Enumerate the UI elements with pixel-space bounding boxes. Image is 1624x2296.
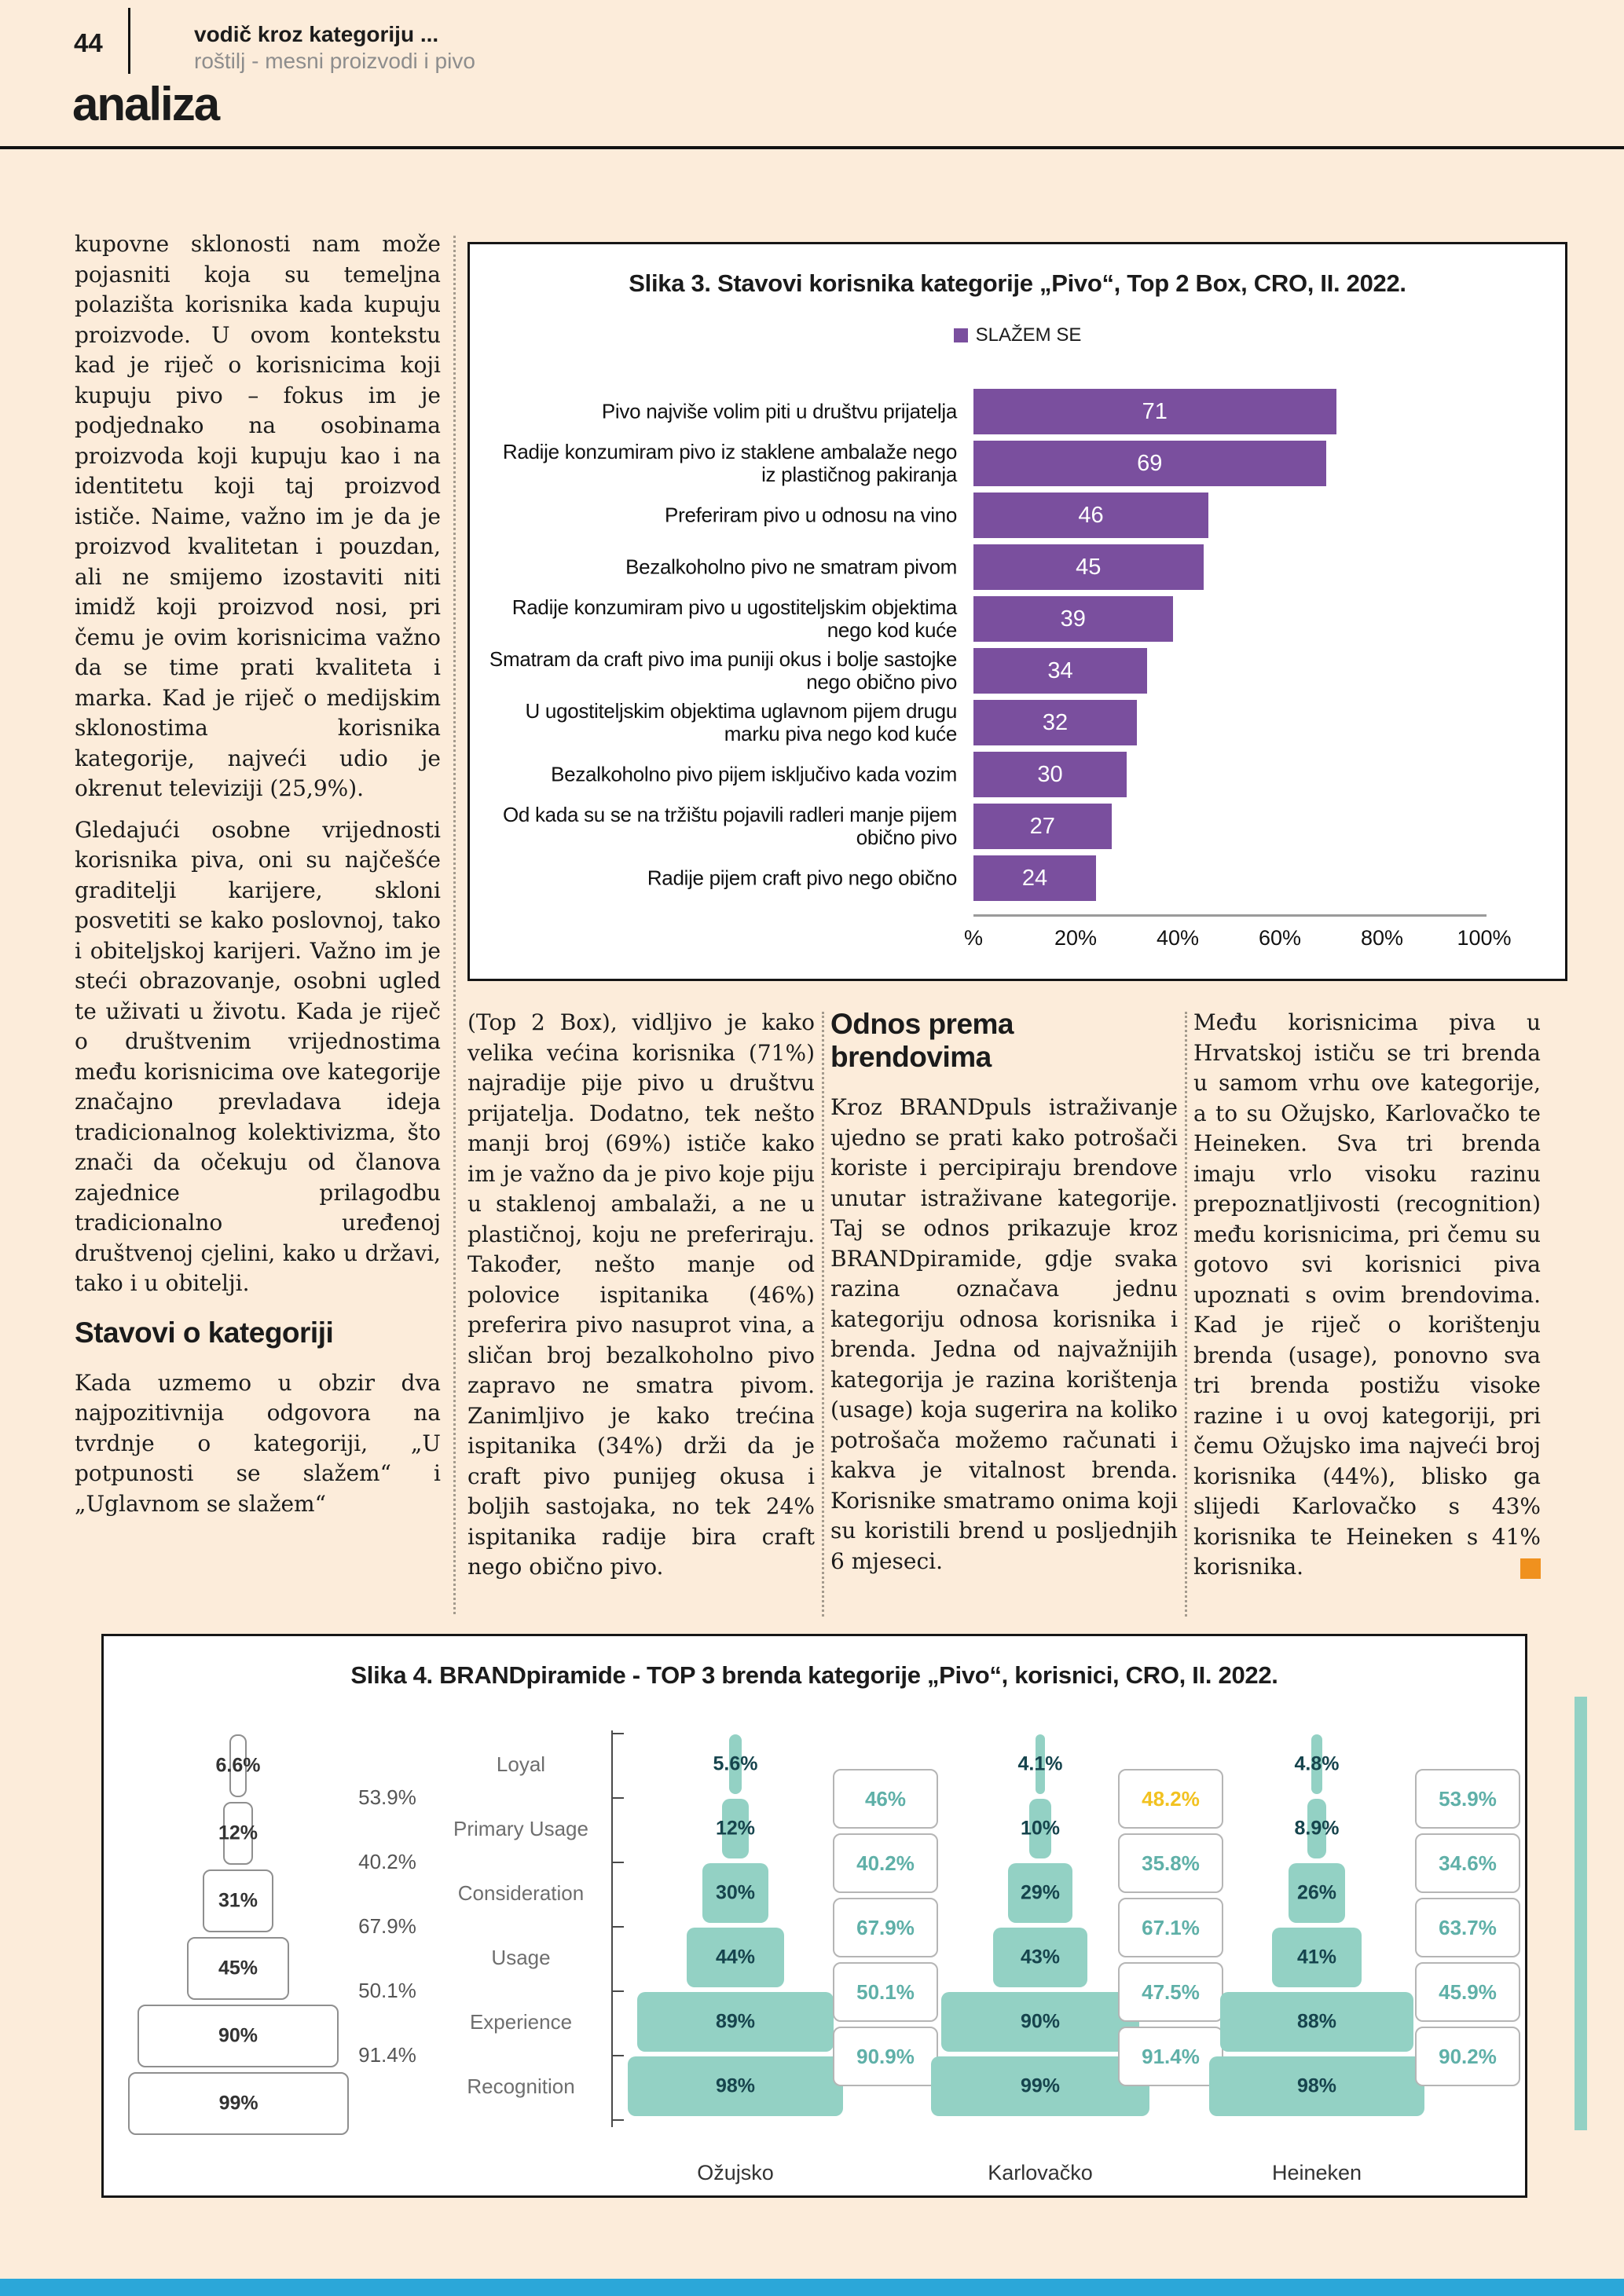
top-rule [0, 146, 1624, 149]
conversion-box: 46% [833, 1769, 938, 1829]
bar [973, 596, 1173, 642]
brand-label-heineken: Heineken [1271, 2161, 1362, 2184]
pyramid-level [1008, 1863, 1072, 1923]
pyramid-level-value: 89% [715, 2010, 756, 2033]
header-divider [128, 8, 130, 74]
pyramid-level [1294, 1799, 1340, 1858]
conversion-box: 50.1% [833, 1962, 938, 2022]
pyramid-level [1209, 2056, 1424, 2116]
x-axis-tick-label: % [963, 926, 984, 950]
category-conversion-value: 50.1% [358, 1979, 416, 2002]
pyramid-level-value: 90% [218, 2024, 258, 2047]
bar-value-label: 71 [1142, 399, 1168, 424]
x-axis-tick-label: 60% [1258, 926, 1302, 950]
figure3-legend [470, 324, 1565, 346]
figure3-chart [467, 242, 1567, 981]
bar [973, 752, 1127, 797]
pyramid-level-value: 26% [1296, 1881, 1337, 1904]
column-separator [1185, 1012, 1187, 1617]
conversion-column-heineken [1415, 1769, 1520, 2091]
pyramid-level-value: 8.9% [1294, 1817, 1340, 1840]
pyramid-level [215, 1734, 261, 1797]
conversion-box: 67.9% [833, 1898, 938, 1957]
category-conversion-value: 91.4% [358, 2043, 416, 2067]
pyramid-ozujsko [625, 1734, 845, 2121]
conversion-box: 90.2% [1415, 2027, 1520, 2086]
paragraph-text: Među korisnicima piva u Hrvatskoj ističu se tri brenda u samom vrhu ove kategorije, a to su Ožujsko, Karlovačko te Heineken. Sva tri brenda imaju vrlo visoku razinu prepoznatljivosti (recognition) među korisnicima, pri čemu su gotovo svi korisnici piva upoznati s ovim brendovima. Kad je riječ o korištenju brenda (usage), ponovno sva tri brenda postižu visoke razine i u ovoj kategoriji, pri čemu Ožujsko ima najveći broj korisnika (44%), blisko ga slijedi Karlovačko s 43% korisnika te Heineken s 41% korisnika. [1193, 1009, 1541, 1580]
subheading-odnos-prema-brendovima: Odnos prema brendovima [830, 1008, 1014, 1073]
figure4-brand-pyramids [101, 1634, 1527, 2198]
conversion-box: 47.5% [1118, 1962, 1223, 2022]
bar-value-label: 69 [1137, 451, 1163, 476]
bar-row [470, 852, 1565, 904]
pyramid-level [1017, 1734, 1063, 1794]
bar-value-label: 27 [1029, 814, 1055, 839]
pyramid-axis-tick [611, 1926, 624, 1928]
pyramid-level-value: 41% [1296, 1946, 1337, 1968]
paragraph: Gledajući osobne vrijednosti korisnika piva, oni su najčešće graditelji karijere, skloni posvetiti se kako poslovnoj, tako i obiteljskoj karijeri. Važno im je steći obrazovanje, osobni ugled te uživati u životu. Kada je riječ o društvenim vrijednostima među korisnicima ove kategorije značajno prevladava ideja tradicionalnog kolektivizma, što znači da očekuju od članova zajednice prilagodbu tradicionalno uređenoj društvenoj cjelini, kako u državi, tako i u obitelji. [75, 816, 441, 1296]
pyramid-axis-tick [611, 1862, 624, 1863]
article-end-mark [1520, 1558, 1541, 1579]
bar-category-label: Radije konzumiram pivo u ugostiteljskim objektima nego kod kuće [511, 595, 957, 642]
pyramid-karlovacko [930, 1734, 1150, 2121]
pyramid-axis-tick [611, 1990, 624, 1992]
conversion-box: 90.9% [833, 2027, 938, 2086]
conversion-box: 40.2% [833, 1833, 938, 1893]
bar-value-label: 39 [1060, 606, 1086, 632]
bar [973, 441, 1326, 486]
pyramid-level-value: 6.6% [215, 1754, 261, 1777]
pyramid-category [128, 1734, 348, 2140]
pyramid-level [941, 1992, 1139, 2052]
pyramid-level [1020, 1799, 1061, 1858]
bar-value-label: 24 [1021, 866, 1048, 891]
kicker-subtitle: roštilj - mesni proizvodi i pivo [194, 49, 475, 73]
bar-value-label: 32 [1042, 710, 1069, 735]
pyramid-level [993, 1928, 1087, 1987]
article-column-4 [1193, 1008, 1541, 1594]
bar-row [470, 593, 1565, 645]
x-axis-tick-label: 80% [1360, 926, 1404, 950]
pyramid-level [702, 1863, 768, 1923]
bar-value-label: 30 [1037, 762, 1063, 787]
conversion-box: 63.7% [1415, 1898, 1520, 1957]
page-edge-strip [1575, 1697, 1587, 2130]
bar [973, 493, 1208, 538]
pyramid-level [203, 1869, 274, 1932]
level-label-recognition: Recognition [467, 2074, 575, 2098]
pyramid-level [931, 2056, 1149, 2116]
level-label-loyal: Loyal [496, 1752, 546, 1776]
category-conversion-value: 40.2% [358, 1850, 416, 1873]
bar-category-label: Radije pijem craft pivo nego obično [647, 866, 957, 890]
pyramid-level-value: 88% [1296, 2010, 1337, 2033]
article-column-1 [75, 229, 441, 1530]
bar-category-label: U ugostiteljskim objektima uglavnom pijem drugu marku piva nego kod kuće [525, 699, 957, 745]
conversion-box: 67.1% [1118, 1898, 1223, 1957]
level-label-usage: Usage [491, 1946, 551, 1969]
pyramid-level-value: 98% [715, 2074, 756, 2097]
conversion-box: 45.9% [1415, 1962, 1520, 2022]
conversion-box: 34.6% [1415, 1833, 1520, 1893]
figure3-bars [470, 386, 1565, 904]
page-bottom-bar [0, 2279, 1624, 2296]
x-axis-tick-label: 40% [1156, 926, 1200, 950]
pyramid-heineken [1207, 1734, 1427, 2121]
pyramid-level [1272, 1928, 1362, 1987]
bar-row [470, 697, 1565, 749]
conversion-box: 35.8% [1118, 1833, 1223, 1893]
figure4-title: Slika 4. BRANDpiramide - TOP 3 brenda kategorije „Pivo“, korisnici, CRO, II. 2022. [350, 1661, 1278, 1689]
column-separator [822, 1012, 824, 1617]
pyramid-level-value: 31% [218, 1889, 258, 1912]
pyramid-level [687, 1928, 783, 1987]
bar-category-label: Bezalkoholno pivo ne smatram pivom [625, 555, 957, 579]
pyramid-level-value: 5.6% [713, 1752, 758, 1775]
pyramid-level-value: 99% [218, 2092, 258, 2115]
level-label-experience: Experience [469, 2010, 573, 2034]
pyramid-level [1294, 1734, 1340, 1794]
legend-swatch [954, 328, 968, 342]
bar-row [470, 749, 1565, 800]
pyramid-level-value: 4.1% [1017, 1752, 1063, 1775]
bar-value-label: 45 [1076, 555, 1102, 580]
x-axis-tick-label: 100% [1457, 926, 1512, 950]
page-number: 44 [74, 28, 103, 57]
pyramid-axis-tick [611, 1733, 624, 1734]
figure3-title: Slika 3. Stavovi korisnika kategorije „Pivo“, Top 2 Box, CRO, II. 2022. [629, 269, 1406, 297]
bar [973, 700, 1137, 745]
figure3-x-axis [973, 914, 1487, 917]
pyramid-level [218, 1802, 258, 1865]
conversion-box: 91.4% [1118, 2027, 1223, 2086]
pyramid-axis [611, 1730, 613, 2127]
brand-label-oujsko: Ožujsko [697, 2161, 774, 2184]
bar-category-label: Od kada su se na tržištu pojavili radleri manje pijem obično pivo [502, 803, 957, 849]
pyramid-level-value: 4.8% [1294, 1752, 1340, 1775]
bar-category-label: Radije konzumiram pivo iz staklene ambalaže nego iz plastičnog pakiranja [502, 440, 957, 486]
category-conversion-value: 53.9% [358, 1785, 416, 1809]
bar-category-label: Smatram da craft pivo ima puniji okus i bolje sastojke nego obično pivo [489, 647, 957, 694]
kicker-title: vodič kroz kategoriju ... [194, 22, 439, 46]
bar-value-label: 34 [1047, 658, 1073, 683]
conversion-box: 48.2% [1118, 1769, 1223, 1829]
article-column-2 [467, 1008, 815, 1594]
column-separator [453, 236, 456, 1614]
paragraph [1193, 1008, 1541, 1583]
paragraph: kupovne sklonosti nam može pojasniti koja su temeljna polazišta korisnika kada kupuju proizvode. U ovom kontekstu kad je riječ o korisnicima koji kupuju pivo – fokus im je podjednako na osobinama proizvoda koji kupuju kao i na identitetu koji taj proizvod ističe. Naime, važno im je da je proizvod kvalitetan i pouzdan, ali ne smijemo izostaviti niti imidž koji proizvod nosi, pri čemu je ovim korisnicima važno da se time prati kvaliteta i marka. Kad je riječ o medijskim sklonostima korisnika kategorije, najveći udio je okrenut televiziji (25,9%). [75, 231, 441, 801]
pyramid-level [1220, 1992, 1413, 2052]
brand-label-karlovako: Karlovačko [988, 2161, 1093, 2184]
section-title: analiza [72, 78, 219, 130]
pyramid-level [1289, 1863, 1346, 1923]
pyramid-axis-tick [611, 2055, 624, 2056]
pyramid-level-value: 30% [715, 1881, 756, 1904]
bar [973, 389, 1336, 434]
level-label-primary-usage: Primary Usage [453, 1817, 588, 1840]
bar-row [470, 800, 1565, 852]
bar [973, 544, 1204, 590]
bar-category-label: Bezalkoholno pivo pijem isključivo kada vozim [551, 762, 957, 786]
paragraph: Kroz BRANDpuls istraživanje ujedno se prati kako potrošači koriste i percipiraju brendove unutar istraživane kategorije. Taj se odnos prikazuje kroz BRANDpiramide, gdje svaka razina označava jednu kategoriju odnosa korisnika i brenda. Jedna od najvažnijih kategorija je razina korištenja (usage) koja sugerira na koliko potrošača možemo računati i kakva je vitalnost brenda. Korisnike smatramo onima koji su koristili brend u posljednjih 6 mjeseci. [830, 1094, 1178, 1574]
pyramid-level [137, 2005, 339, 2067]
pyramid-level [128, 2072, 349, 2135]
article-column-3 [830, 1008, 1178, 1587]
bar-category-label: Pivo najviše volim piti u društvu prijatelja [601, 399, 957, 423]
pyramid-level-value: 10% [1020, 1817, 1061, 1840]
pyramid-level-value: 90% [1020, 2010, 1061, 2033]
bar [973, 648, 1147, 694]
bar [973, 855, 1096, 901]
pyramid-level-value: 12% [218, 1822, 258, 1844]
pyramid-level-value: 44% [715, 1946, 756, 1968]
pyramid-level [628, 2056, 843, 2116]
category-conversion-value: 67.9% [358, 1914, 416, 1938]
conversion-column-ozujsko [833, 1769, 938, 2091]
pyramid-level [637, 1992, 833, 2052]
bar-row [470, 489, 1565, 541]
pyramid-level-value: 99% [1020, 2074, 1061, 2097]
pyramid-level [187, 1937, 289, 2000]
pyramid-level-value: 43% [1020, 1946, 1061, 1968]
bar-category-label: Preferiram pivo u odnosu na vino [665, 503, 957, 527]
bar-row [470, 645, 1565, 697]
pyramid-level-value: 45% [218, 1957, 258, 1979]
conversion-box: 53.9% [1415, 1769, 1520, 1829]
bar-row [470, 438, 1565, 489]
bar [973, 804, 1112, 849]
paragraph: Kada uzmemo u obzir dva najpozitivnija odgovora na tvrdnje o kategoriji, „U potpunosti se slažem“ i „Uglavnom se slažem“ [75, 1369, 441, 1517]
pyramid-level-value: 98% [1296, 2074, 1337, 2097]
pyramid-level-value: 12% [715, 1817, 756, 1840]
bar-row [470, 541, 1565, 593]
pyramid-axis-tick [611, 2119, 624, 2121]
subheading-stavovi-o-kategoriji: Stavovi o kategoriji [75, 1316, 334, 1349]
paragraph: (Top 2 Box), vidljivo je kako velika većina korisnika (71%) najradije pije pivo u društvu prijatelja. Dodatno, tek nešto manji broj (69%) ističe kako im je važno da je pivo koje piju u staklenoj ambalaži, a ne u plastičnoj, koju ne preferiraju. Također, nešto manje od polovice ispitanika (46%) preferira pivo nasuprot vina, a sličan broj bezalkoholno pivo zapravo ne smatra pivom. Zanimljivo je kako trećina ispitanika (34%) drži da je craft pivo punijeg okusa i boljih sastojaka, no tek 24% ispitanika radije bira craft nego obično pivo. [467, 1009, 815, 1580]
pyramid-level [713, 1734, 758, 1794]
pyramid-axis-tick [611, 1797, 624, 1799]
bar-row [470, 386, 1565, 438]
bar-value-label: 46 [1078, 503, 1104, 528]
legend-label: SLAŽEM SE [975, 324, 1082, 346]
x-axis-tick-label: 20% [1054, 926, 1098, 950]
level-label-consideration: Consideration [457, 1881, 585, 1905]
pyramid-level-value: 29% [1020, 1881, 1061, 1904]
pyramid-level [715, 1799, 756, 1858]
